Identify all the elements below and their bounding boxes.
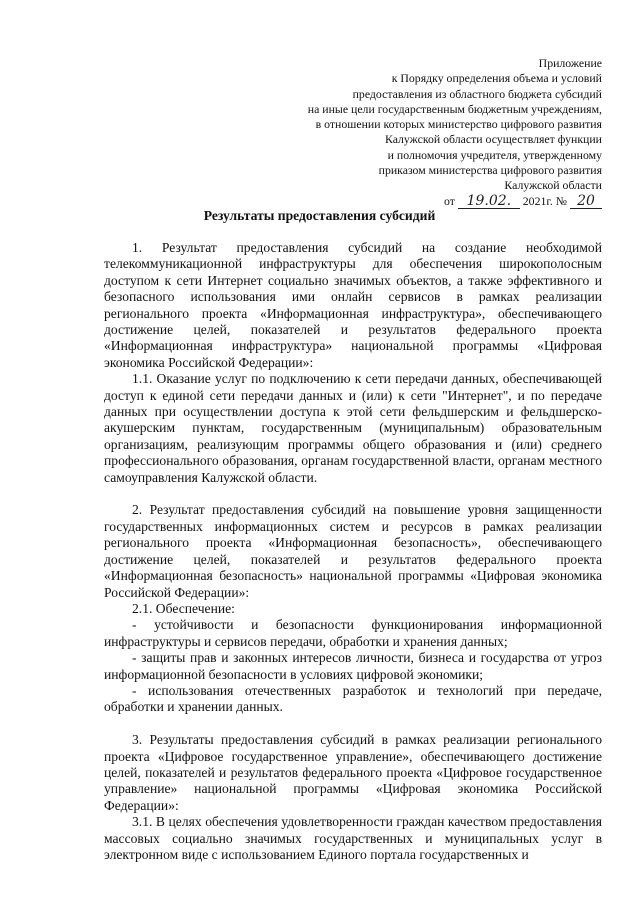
paragraph: 3. Результаты предоставления субсидий в рамках реализации регионального проекта «Цифровое государственное управление», обеспечивающего достижение целей, показателей и результатов федерального проекта «Цифровое государственное управление» национальной программы «Цифровая экономика Российской Федерации»: [104, 732, 602, 813]
annex-line: Калужской области [504, 178, 602, 193]
document-body [104, 240, 602, 863]
paragraph: - защиты прав и законных интересов личности, бизнеса и государства от угроз информационной безопасности в условиях цифровой экономики; [104, 650, 602, 682]
annex-line: к Порядку определения объема и условий [391, 71, 602, 86]
annex-line: Приложение [538, 56, 602, 70]
annex-line: и полномочия учредителя, утвержденному [387, 147, 602, 162]
paragraph: 2.1. Обеспечение: [132, 600, 235, 616]
annex-line: приказом министерства цифрового развития [378, 163, 602, 178]
annex-header [308, 56, 602, 209]
paragraph: 2. Результат предоставления субсидий на повышение уровня защищенности государственных информационных систем и ресурсов в рамках реализации регионального проекта «Информационная безопасность», обеспечивающего достижение целей, показателей и результатов федерального проекта «Информационная безопасность» национальной программы «Цифровая экономика Российской Федерации»: [104, 502, 602, 600]
paragraph: - устойчивости и безопасности функционирования информационной инфраструктуры и сервисов передачи, обработки и хранения данных; [104, 617, 602, 649]
annex-line: на иные цели государственным бюджетным учреждениям, [307, 101, 602, 116]
paragraph: 3.1. В целях обеспечения удовлетворенности граждан качеством предоставления массовых социально значимых государственных и муниципальных услуг в электронном виде с использованием Единого портала государственных и [104, 814, 602, 862]
annex-line: в отношении которых министерство цифрового развития [315, 117, 602, 132]
document-title: Результаты предоставления субсидий [203, 208, 436, 223]
handwritten-order-date: 19.02. [458, 194, 520, 209]
order-reference [308, 194, 602, 209]
annex-line: предоставления из областного бюджета субсидий [352, 86, 602, 101]
paragraph: 1. Результат предоставления субсидий на создание необходимой телекоммуникационной инфраструктуры для обеспечения широкополосным доступом к сети Интернет социально значимых объектов, а также эффективного и безопасного использования ими онлайн сервисов в рамках реализации регионального проекта «Информационная инфраструктура», обеспечивающего достижение целей, показателей и результатов федерального проекта «Информационная инфраструктура» национальной программы «Цифровая экономика Российской Федерации»: [104, 240, 602, 370]
annex-line: Калужской области осуществляет функции [384, 132, 602, 147]
handwritten-order-number: 20 [570, 194, 602, 209]
order-year-label: 2021г. № [522, 193, 568, 208]
paragraph-gap [104, 716, 602, 732]
paragraph-gap [104, 486, 602, 502]
order-date-prefix: от [443, 193, 455, 208]
paragraph: 1.1. Оказание услуг по подключению к сети передачи данных, обеспечивающей доступ к единой сети передачи данных и (или) к сети "Интернет", и по передаче данных при осуществлении доступа к этой сети фельдшерским и фельдшерско-акушерским пунктам, государственным (муниципальным) образовательным организациям, реализующим программы общего образования и (или) среднего профессионального образования, органам государственной власти, органам местного самоуправления Калужской области. [104, 371, 602, 485]
paragraph: - использования отечественных разработок и технологий при передаче, обработки и хранении данных. [104, 682, 602, 715]
